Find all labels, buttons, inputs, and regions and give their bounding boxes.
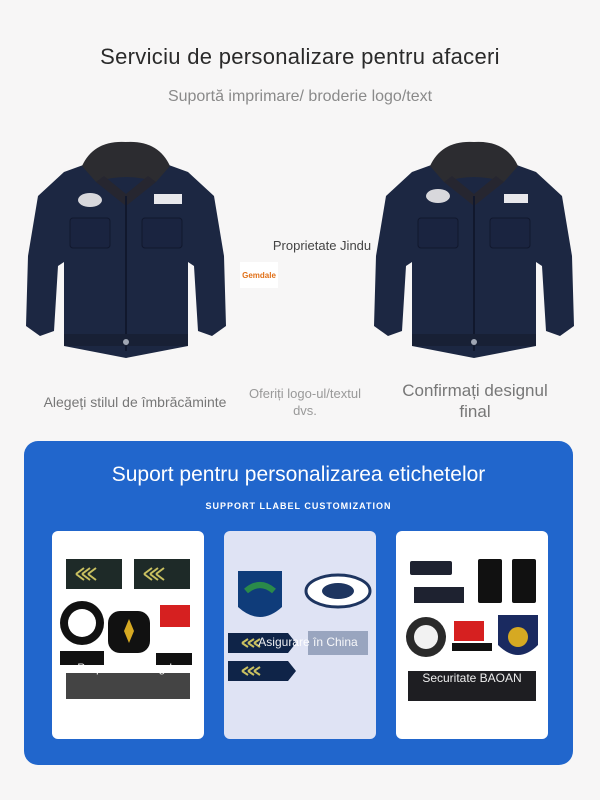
label-card-mingde[interactable] <box>52 531 204 739</box>
final-design-image[interactable] <box>372 136 576 366</box>
label-customization-panel <box>24 441 573 765</box>
label-card-caption: Asigurare în China <box>258 635 358 649</box>
step-confirm-design: Confirmați designul final <box>402 381 548 421</box>
page-subtitle: Suportă imprimare/ broderie logo/text <box>167 88 433 105</box>
brand-logo: Gemdale <box>240 262 278 288</box>
step-choose-style: Alegeți stilul de îmbrăcăminte <box>43 394 227 410</box>
step-provide-logo: Oferiți logo-ul/textul dvs. <box>249 386 361 418</box>
label-card-baoan[interactable] <box>396 531 548 739</box>
patch-collage-baoan <box>396 531 548 739</box>
jacket-style-image[interactable] <box>24 136 228 366</box>
label-card-caption: Securitate BAOAN <box>422 671 522 685</box>
page-title: Serviciu de personalizare pentru afaceri <box>100 44 500 69</box>
panel-subtitle: SUPPORT LLABEL CUSTOMIZATION <box>205 501 392 511</box>
label-card-china[interactable] <box>224 531 376 739</box>
panel-title: Suport pentru personalizarea etichetelor <box>111 463 486 486</box>
brand-label: Proprietate Jindu <box>272 238 372 253</box>
patch-collage-mingde <box>52 531 204 739</box>
label-card-caption: Proprietate Mingde <box>77 661 179 675</box>
